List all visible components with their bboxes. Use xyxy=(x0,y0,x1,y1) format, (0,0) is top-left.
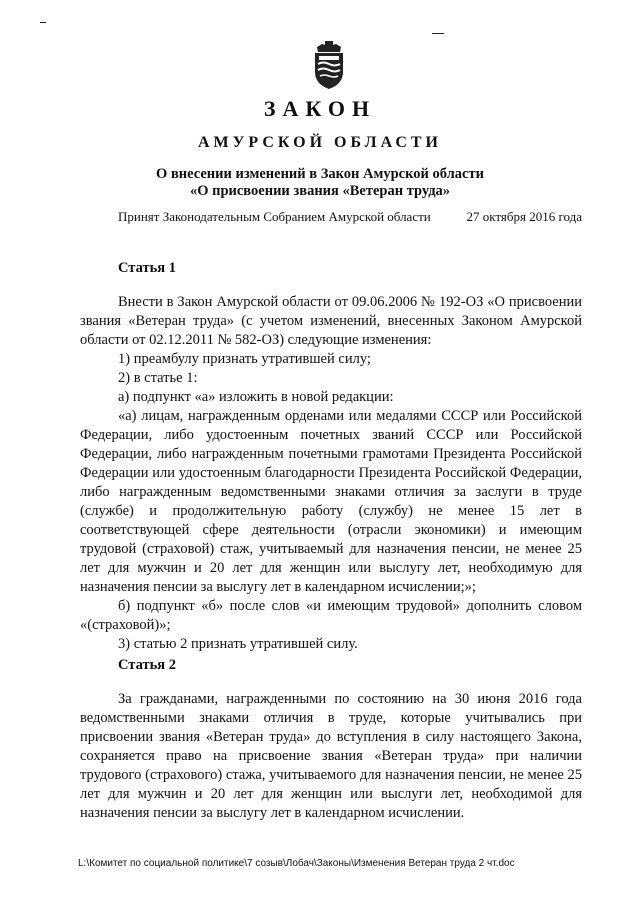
adoption-line xyxy=(118,209,582,225)
adopted-date: 27 октября 2016 года xyxy=(466,209,582,224)
scan-mark xyxy=(40,22,46,23)
subtitle-line: «О присвоении звания «Ветеран труда» xyxy=(189,183,451,199)
region-title: АМУРСКОЙ ОБЛАСТИ xyxy=(198,134,442,151)
document-title: ЗАКОН xyxy=(263,96,377,121)
article-2-title: Статья 2 xyxy=(118,657,176,673)
adopted-by: Принят Законодательным Собранием Амурской области xyxy=(118,209,431,224)
subtitle-line: О внесении изменений в Закон Амурской области xyxy=(156,166,484,182)
paragraph: а) подпункт «а» изложить в новой редакции: xyxy=(118,389,394,405)
scan-mark xyxy=(432,33,444,34)
article-2-body xyxy=(80,690,582,823)
coat-of-arms-icon xyxy=(308,40,350,90)
paragraph: 2) в статье 1: xyxy=(118,370,198,386)
file-path-footer: L:\Комитет по социальной политике\7 созыв\Лобач\Законы\Изменения Ветеран труда 2 чт.doc xyxy=(78,858,515,869)
paragraph: 1) преамбулу признать утратившей силу; xyxy=(118,351,371,367)
law-subtitle xyxy=(0,166,640,200)
paragraph: Внести в Закон Амурской области от 09.06.2006 № 192-ОЗ «О присвоении звания «Ветеран труда» (с учетом изменений, внесенных Законом Амурской области от 02.12.2011 № 582-ОЗ) следующие изменения: xyxy=(80,294,582,348)
paragraph: б) подпункт «б» после слов «и имеющим трудовой» дополнить словом «(страховой)»; xyxy=(80,598,582,633)
article-1-body xyxy=(80,293,582,654)
paragraph: 3) статью 2 признать утратившей силу. xyxy=(118,636,358,652)
article-1-title: Статья 1 xyxy=(118,260,176,276)
paragraph: «а) лицам, награжденным орденами или медалями СССР или Российской Федерации, либо удостоенным почетных званий СССР или Российской Федерации, либо награжденным почетными грамотами Президента Российской Федерации или удостоенным благодарности Президента Российской Федерации, либо награжденным ведомственными знаками отличия за заслуги в труде (службе) и продолжительную работу (службу) не менее 15 лет в соответствующей сфере деятельности (отрасли экономики) и имеющим трудовой (страховой) стаж, учитываемый для назначения пенсии, не менее 25 лет для мужчин и 20 лет для женщин или выслугу лет, необходимую для назначения пенсии за выслугу лет в календарном исчислении;»; xyxy=(80,408,582,595)
paragraph: За гражданами, награжденными по состоянию на 30 июня 2016 года ведомственными знаками отличия в труде, которые учитывались при присвоении звания «Ветеран труда» до вступления в силу настоящего Закона, сохраняется право на присвоение звания «Ветеран труда» при наличии трудового (страхового) стажа, учитываемого для назначения пенсии, не менее 25 лет для мужчин и 20 лет для женщин или выслуги лет, необходимой для назначения пенсии за выслугу лет в календарном исчислении. xyxy=(80,691,582,821)
